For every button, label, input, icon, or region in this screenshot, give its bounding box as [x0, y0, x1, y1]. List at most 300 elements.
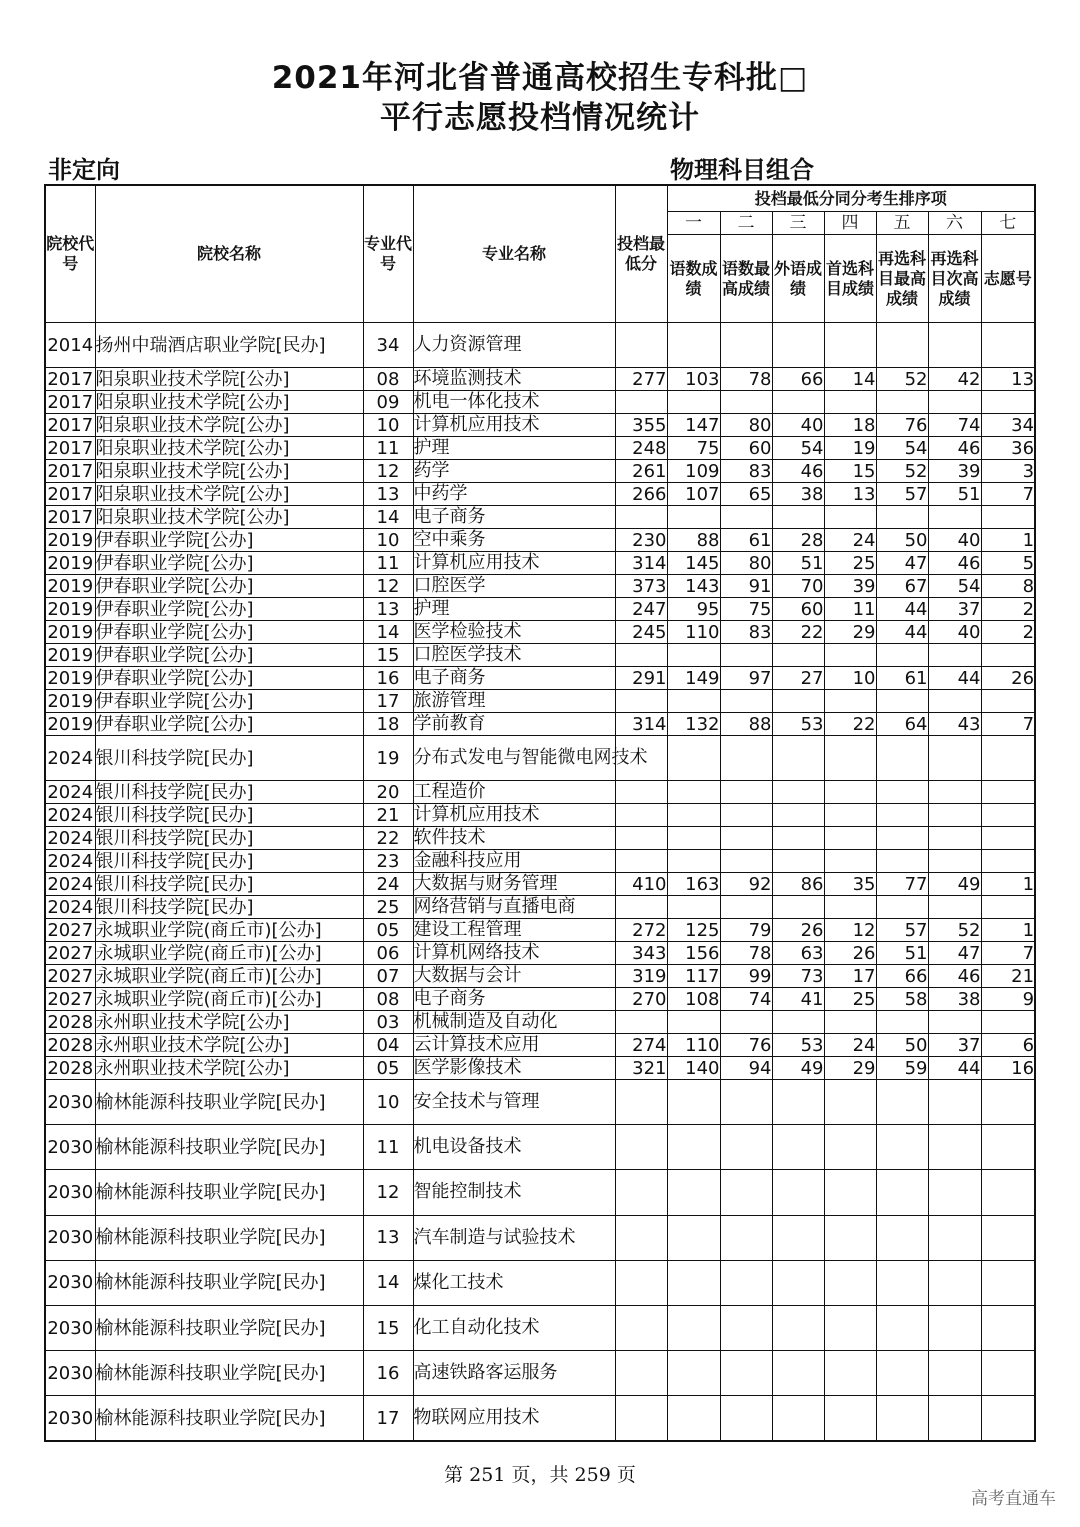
chinese-math-max-cell: 94 — [720, 1057, 772, 1080]
school-name-cell: 阳泉职业技术学院[公办] — [95, 437, 363, 460]
major-code-cell: 09 — [363, 391, 413, 414]
min-score-cell: 245 — [615, 621, 667, 644]
table-row — [45, 529, 1035, 552]
first-subject-cell: 13 — [824, 483, 876, 506]
school-code-cell: 2024 — [45, 736, 95, 781]
first-subject-cell — [824, 1080, 876, 1125]
preference-no-cell — [981, 1080, 1035, 1125]
chinese-math-cell — [667, 827, 720, 850]
preference-no-cell: 1 — [981, 529, 1035, 552]
elective-second-cell — [928, 1260, 981, 1305]
school-name-cell: 榆林能源科技职业学院[民办] — [95, 1260, 363, 1305]
chinese-math-max-cell — [720, 896, 772, 919]
preference-no-cell: 7 — [981, 713, 1035, 736]
major-code-cell: 11 — [363, 552, 413, 575]
header-rank-4: 四 — [824, 212, 876, 235]
elective-max-cell — [876, 850, 928, 873]
foreign-lang-cell: 86 — [772, 873, 824, 896]
chinese-math-cell — [667, 1260, 720, 1305]
major-name-cell: 医学检验技术 — [413, 621, 615, 644]
min-score-cell: 274 — [615, 1034, 667, 1057]
chinese-math-max-cell: 75 — [720, 598, 772, 621]
major-code-cell: 18 — [363, 713, 413, 736]
first-subject-cell: 14 — [824, 368, 876, 391]
school-code-cell: 2027 — [45, 919, 95, 942]
foreign-lang-cell — [772, 506, 824, 529]
major-name-cell: 机电设备技术 — [413, 1125, 615, 1170]
category-label: 非定向 — [48, 156, 120, 184]
foreign-lang-cell — [772, 827, 824, 850]
foreign-lang-cell: 63 — [772, 942, 824, 965]
table-row — [45, 988, 1035, 1011]
major-name-cell: 软件技术 — [413, 827, 615, 850]
foreign-lang-cell: 66 — [772, 368, 824, 391]
elective-max-cell: 52 — [876, 368, 928, 391]
table-body — [45, 323, 1035, 1442]
preference-no-cell — [981, 690, 1035, 713]
chinese-math-max-cell: 79 — [720, 919, 772, 942]
school-code-cell: 2019 — [45, 690, 95, 713]
first-subject-cell: 10 — [824, 667, 876, 690]
min-score-cell — [615, 506, 667, 529]
elective-second-cell: 44 — [928, 667, 981, 690]
first-subject-cell — [824, 850, 876, 873]
foreign-lang-cell — [772, 896, 824, 919]
chinese-math-cell: 103 — [667, 368, 720, 391]
elective-second-cell: 54 — [928, 575, 981, 598]
table-row — [45, 850, 1035, 873]
preference-no-cell — [981, 1215, 1035, 1260]
major-name-cell: 高速铁路客运服务 — [413, 1351, 615, 1396]
elective-max-cell — [876, 827, 928, 850]
major-code-cell: 13 — [363, 598, 413, 621]
major-name-cell: 计算机应用技术 — [413, 552, 615, 575]
chinese-math-max-cell: 65 — [720, 483, 772, 506]
major-code-cell: 04 — [363, 1034, 413, 1057]
table-row — [45, 667, 1035, 690]
school-code-cell: 2019 — [45, 667, 95, 690]
elective-max-cell — [876, 1305, 928, 1350]
school-code-cell: 2019 — [45, 621, 95, 644]
chinese-math-cell — [667, 1011, 720, 1034]
table-row — [45, 1034, 1035, 1057]
chinese-math-cell — [667, 1305, 720, 1350]
first-subject-cell — [824, 804, 876, 827]
foreign-lang-cell: 73 — [772, 965, 824, 988]
min-score-cell: 272 — [615, 919, 667, 942]
header-rank-2: 二 — [720, 212, 772, 235]
table-row — [45, 483, 1035, 506]
first-subject-cell — [824, 1396, 876, 1441]
first-subject-cell — [824, 644, 876, 667]
school-name-cell: 榆林能源科技职业学院[民办] — [95, 1080, 363, 1125]
school-code-cell: 2024 — [45, 873, 95, 896]
school-code-cell: 2017 — [45, 483, 95, 506]
elective-max-cell: 64 — [876, 713, 928, 736]
chinese-math-cell — [667, 1396, 720, 1441]
major-name-cell: 计算机应用技术 — [413, 804, 615, 827]
min-score-cell: 321 — [615, 1057, 667, 1080]
elective-second-cell: 47 — [928, 942, 981, 965]
major-code-cell: 12 — [363, 1170, 413, 1215]
elective-second-cell: 74 — [928, 414, 981, 437]
major-name-cell: 安全技术与管理 — [413, 1080, 615, 1125]
school-name-cell: 阳泉职业技术学院[公办] — [95, 460, 363, 483]
elective-second-cell — [928, 1396, 981, 1441]
table-row — [45, 896, 1035, 919]
header-chinese-math: 语数成绩 — [667, 235, 720, 323]
major-code-cell: 14 — [363, 621, 413, 644]
chinese-math-max-cell: 92 — [720, 873, 772, 896]
elective-max-cell: 54 — [876, 437, 928, 460]
chinese-math-cell — [667, 391, 720, 414]
min-score-cell: 314 — [615, 552, 667, 575]
header-school-code: 院校代号 — [45, 185, 95, 323]
first-subject-cell: 19 — [824, 437, 876, 460]
major-name-cell: 云计算技术应用 — [413, 1034, 615, 1057]
elective-max-cell — [876, 1260, 928, 1305]
foreign-lang-cell — [772, 323, 824, 368]
first-subject-cell — [824, 1125, 876, 1170]
major-code-cell: 08 — [363, 368, 413, 391]
elective-second-cell: 43 — [928, 713, 981, 736]
major-code-cell: 06 — [363, 942, 413, 965]
min-score-cell — [615, 1351, 667, 1396]
school-code-cell: 2014 — [45, 323, 95, 368]
major-name-cell: 口腔医学技术 — [413, 644, 615, 667]
school-code-cell: 2030 — [45, 1396, 95, 1441]
school-name-cell: 榆林能源科技职业学院[民办] — [95, 1396, 363, 1441]
chinese-math-max-cell — [720, 644, 772, 667]
chinese-math-max-cell — [720, 323, 772, 368]
header-rank-5: 五 — [876, 212, 928, 235]
page-title-line1: 2021年河北省普通高校招生专科批□ — [271, 60, 809, 96]
school-name-cell: 银川科技学院[民办] — [95, 781, 363, 804]
min-score-cell — [615, 323, 667, 368]
elective-second-cell — [928, 644, 981, 667]
preference-no-cell: 9 — [981, 988, 1035, 1011]
preference-no-cell — [981, 1351, 1035, 1396]
chinese-math-max-cell — [720, 506, 772, 529]
header-chinese-math-max: 语数最高成绩 — [720, 235, 772, 323]
chinese-math-max-cell: 76 — [720, 1034, 772, 1057]
foreign-lang-cell — [772, 690, 824, 713]
table-row — [45, 1057, 1035, 1080]
major-name-cell: 机电一体化技术 — [413, 391, 615, 414]
elective-second-cell: 44 — [928, 1057, 981, 1080]
table-row — [45, 713, 1035, 736]
elective-second-cell — [928, 896, 981, 919]
min-score-cell — [615, 644, 667, 667]
major-name-cell: 网络营销与直播电商 — [413, 896, 615, 919]
elective-max-cell — [876, 644, 928, 667]
first-subject-cell: 24 — [824, 1034, 876, 1057]
major-code-cell: 19 — [363, 736, 413, 781]
foreign-lang-cell: 70 — [772, 575, 824, 598]
major-code-cell: 08 — [363, 988, 413, 1011]
min-score-cell: 266 — [615, 483, 667, 506]
elective-second-cell: 38 — [928, 988, 981, 1011]
chinese-math-max-cell — [720, 736, 772, 781]
first-subject-cell — [824, 1011, 876, 1034]
elective-second-cell: 52 — [928, 919, 981, 942]
chinese-math-max-cell: 99 — [720, 965, 772, 988]
min-score-cell — [615, 1396, 667, 1441]
school-name-cell: 银川科技学院[民办] — [95, 736, 363, 781]
preference-no-cell — [981, 1260, 1035, 1305]
major-name-cell: 大数据与会计 — [413, 965, 615, 988]
chinese-math-max-cell — [720, 850, 772, 873]
header-rank-1: 一 — [667, 212, 720, 235]
school-name-cell: 伊春职业学院[公办] — [95, 690, 363, 713]
major-name-cell: 护理 — [413, 437, 615, 460]
school-code-cell: 2028 — [45, 1057, 95, 1080]
foreign-lang-cell: 51 — [772, 552, 824, 575]
foreign-lang-cell — [772, 781, 824, 804]
first-subject-cell — [824, 736, 876, 781]
foreign-lang-cell: 28 — [772, 529, 824, 552]
elective-max-cell — [876, 1011, 928, 1034]
foreign-lang-cell: 27 — [772, 667, 824, 690]
elective-second-cell: 51 — [928, 483, 981, 506]
chinese-math-max-cell: 91 — [720, 575, 772, 598]
school-code-cell: 2024 — [45, 896, 95, 919]
school-name-cell: 榆林能源科技职业学院[民办] — [95, 1170, 363, 1215]
elective-second-cell: 40 — [928, 529, 981, 552]
chinese-math-cell — [667, 1170, 720, 1215]
major-code-cell: 10 — [363, 1080, 413, 1125]
min-score-cell: 343 — [615, 942, 667, 965]
elective-second-cell — [928, 1305, 981, 1350]
chinese-math-cell: 117 — [667, 965, 720, 988]
preference-no-cell — [981, 1396, 1035, 1441]
min-score-cell — [615, 391, 667, 414]
chinese-math-max-cell: 83 — [720, 460, 772, 483]
school-code-cell: 2024 — [45, 781, 95, 804]
chinese-math-cell — [667, 323, 720, 368]
major-name-cell: 计算机网络技术 — [413, 942, 615, 965]
school-name-cell: 榆林能源科技职业学院[民办] — [95, 1305, 363, 1350]
chinese-math-cell: 88 — [667, 529, 720, 552]
first-subject-cell — [824, 781, 876, 804]
major-name-cell: 电子商务 — [413, 667, 615, 690]
school-code-cell: 2019 — [45, 552, 95, 575]
major-code-cell: 05 — [363, 919, 413, 942]
min-score-cell — [615, 781, 667, 804]
elective-max-cell: 57 — [876, 919, 928, 942]
elective-second-cell — [928, 827, 981, 850]
table-row — [45, 1396, 1035, 1441]
watermark: 高考直通车 — [971, 1489, 1056, 1509]
elective-max-cell: 76 — [876, 414, 928, 437]
min-score-cell — [615, 827, 667, 850]
table-row — [45, 919, 1035, 942]
first-subject-cell — [824, 506, 876, 529]
chinese-math-cell: 107 — [667, 483, 720, 506]
table-row — [45, 827, 1035, 850]
major-name-cell: 智能控制技术 — [413, 1170, 615, 1215]
elective-second-cell: 46 — [928, 437, 981, 460]
elective-second-cell — [928, 1170, 981, 1215]
foreign-lang-cell — [772, 804, 824, 827]
header-rank-6: 六 — [928, 212, 981, 235]
major-name-cell: 物联网应用技术 — [413, 1396, 615, 1441]
elective-second-cell — [928, 781, 981, 804]
major-code-cell: 11 — [363, 1125, 413, 1170]
foreign-lang-cell — [772, 1215, 824, 1260]
major-name-cell: 中药学 — [413, 483, 615, 506]
school-name-cell: 银川科技学院[民办] — [95, 804, 363, 827]
min-score-cell: 230 — [615, 529, 667, 552]
elective-second-cell — [928, 1080, 981, 1125]
table-row — [45, 873, 1035, 896]
elective-second-cell: 46 — [928, 965, 981, 988]
school-code-cell: 2028 — [45, 1011, 95, 1034]
major-name-cell: 金融科技应用 — [413, 850, 615, 873]
elective-max-cell: 50 — [876, 1034, 928, 1057]
school-name-cell: 阳泉职业技术学院[公办] — [95, 506, 363, 529]
preference-no-cell: 21 — [981, 965, 1035, 988]
chinese-math-cell — [667, 736, 720, 781]
preference-no-cell — [981, 323, 1035, 368]
elective-max-cell — [876, 1170, 928, 1215]
first-subject-cell — [824, 1305, 876, 1350]
chinese-math-max-cell: 97 — [720, 667, 772, 690]
first-subject-cell — [824, 391, 876, 414]
chinese-math-max-cell — [720, 1011, 772, 1034]
major-name-cell: 医学影像技术 — [413, 1057, 615, 1080]
preference-no-cell: 36 — [981, 437, 1035, 460]
elective-second-cell: 37 — [928, 598, 981, 621]
header-school-name: 院校名称 — [95, 185, 363, 323]
chinese-math-cell: 132 — [667, 713, 720, 736]
table-row — [45, 506, 1035, 529]
elective-max-cell — [876, 896, 928, 919]
school-name-cell: 银川科技学院[民办] — [95, 850, 363, 873]
school-name-cell: 永州职业技术学院[公办] — [95, 1034, 363, 1057]
preference-no-cell — [981, 736, 1035, 781]
major-code-cell: 13 — [363, 483, 413, 506]
table-row — [45, 644, 1035, 667]
elective-max-cell — [876, 1125, 928, 1170]
table-row — [45, 460, 1035, 483]
school-name-cell: 伊春职业学院[公办] — [95, 575, 363, 598]
table-row — [45, 804, 1035, 827]
major-name-cell: 旅游管理 — [413, 690, 615, 713]
major-code-cell: 07 — [363, 965, 413, 988]
min-score-cell — [615, 896, 667, 919]
school-name-cell: 伊春职业学院[公办] — [95, 621, 363, 644]
elective-second-cell: 40 — [928, 621, 981, 644]
first-subject-cell — [824, 1351, 876, 1396]
major-name-cell: 人力资源管理 — [413, 323, 615, 368]
major-name-cell: 机械制造及自动化 — [413, 1011, 615, 1034]
preference-no-cell: 13 — [981, 368, 1035, 391]
min-score-cell — [615, 1170, 667, 1215]
school-name-cell: 榆林能源科技职业学院[民办] — [95, 1215, 363, 1260]
chinese-math-max-cell — [720, 690, 772, 713]
preference-no-cell — [981, 391, 1035, 414]
first-subject-cell — [824, 896, 876, 919]
first-subject-cell: 29 — [824, 1057, 876, 1080]
preference-no-cell: 8 — [981, 575, 1035, 598]
elective-max-cell — [876, 781, 928, 804]
school-name-cell: 榆林能源科技职业学院[民办] — [95, 1351, 363, 1396]
foreign-lang-cell: 53 — [772, 713, 824, 736]
chinese-math-max-cell — [720, 1215, 772, 1260]
header-tiebreak-group: 投档最低分同分考生排序项 — [667, 185, 1035, 212]
header-first-subject: 首选科目成绩 — [824, 235, 876, 323]
preference-no-cell — [981, 1011, 1035, 1034]
chinese-math-cell: 147 — [667, 414, 720, 437]
chinese-math-cell: 110 — [667, 1034, 720, 1057]
chinese-math-max-cell: 60 — [720, 437, 772, 460]
min-score-cell — [615, 804, 667, 827]
min-score-cell: 373 — [615, 575, 667, 598]
school-name-cell: 银川科技学院[民办] — [95, 873, 363, 896]
chinese-math-cell — [667, 804, 720, 827]
elective-max-cell: 52 — [876, 460, 928, 483]
school-code-cell: 2030 — [45, 1170, 95, 1215]
chinese-math-max-cell: 88 — [720, 713, 772, 736]
preference-no-cell: 2 — [981, 598, 1035, 621]
school-code-cell: 2017 — [45, 460, 95, 483]
header-major-code: 专业代号 — [363, 185, 413, 323]
school-name-cell: 伊春职业学院[公办] — [95, 644, 363, 667]
school-name-cell: 阳泉职业技术学院[公办] — [95, 483, 363, 506]
chinese-math-cell: 110 — [667, 621, 720, 644]
chinese-math-max-cell: 78 — [720, 368, 772, 391]
major-code-cell: 15 — [363, 1305, 413, 1350]
elective-second-cell — [928, 1125, 981, 1170]
major-code-cell: 14 — [363, 1260, 413, 1305]
chinese-math-cell — [667, 1215, 720, 1260]
school-name-cell: 伊春职业学院[公办] — [95, 529, 363, 552]
chinese-math-cell — [667, 506, 720, 529]
table-row — [45, 1305, 1035, 1350]
min-score-cell: 261 — [615, 460, 667, 483]
chinese-math-cell: 163 — [667, 873, 720, 896]
school-code-cell: 2017 — [45, 437, 95, 460]
school-code-cell: 2019 — [45, 644, 95, 667]
school-name-cell: 榆林能源科技职业学院[民办] — [95, 1125, 363, 1170]
table-row — [45, 1125, 1035, 1170]
major-code-cell: 16 — [363, 667, 413, 690]
chinese-math-cell — [667, 1351, 720, 1396]
header-rank-3: 三 — [772, 212, 824, 235]
admission-table — [44, 184, 1036, 1442]
table-row — [45, 1215, 1035, 1260]
preference-no-cell: 1 — [981, 873, 1035, 896]
chinese-math-max-cell: 83 — [720, 621, 772, 644]
foreign-lang-cell — [772, 1305, 824, 1350]
elective-max-cell — [876, 804, 928, 827]
preference-no-cell — [981, 804, 1035, 827]
chinese-math-cell — [667, 781, 720, 804]
chinese-math-cell: 140 — [667, 1057, 720, 1080]
school-name-cell: 阳泉职业技术学院[公办] — [95, 391, 363, 414]
major-code-cell: 16 — [363, 1351, 413, 1396]
elective-max-cell — [876, 690, 928, 713]
school-code-cell: 2027 — [45, 988, 95, 1011]
elective-second-cell: 42 — [928, 368, 981, 391]
preference-no-cell: 3 — [981, 460, 1035, 483]
elective-second-cell — [928, 1215, 981, 1260]
chinese-math-cell: 156 — [667, 942, 720, 965]
foreign-lang-cell: 60 — [772, 598, 824, 621]
elective-max-cell — [876, 1215, 928, 1260]
chinese-math-max-cell — [720, 1170, 772, 1215]
